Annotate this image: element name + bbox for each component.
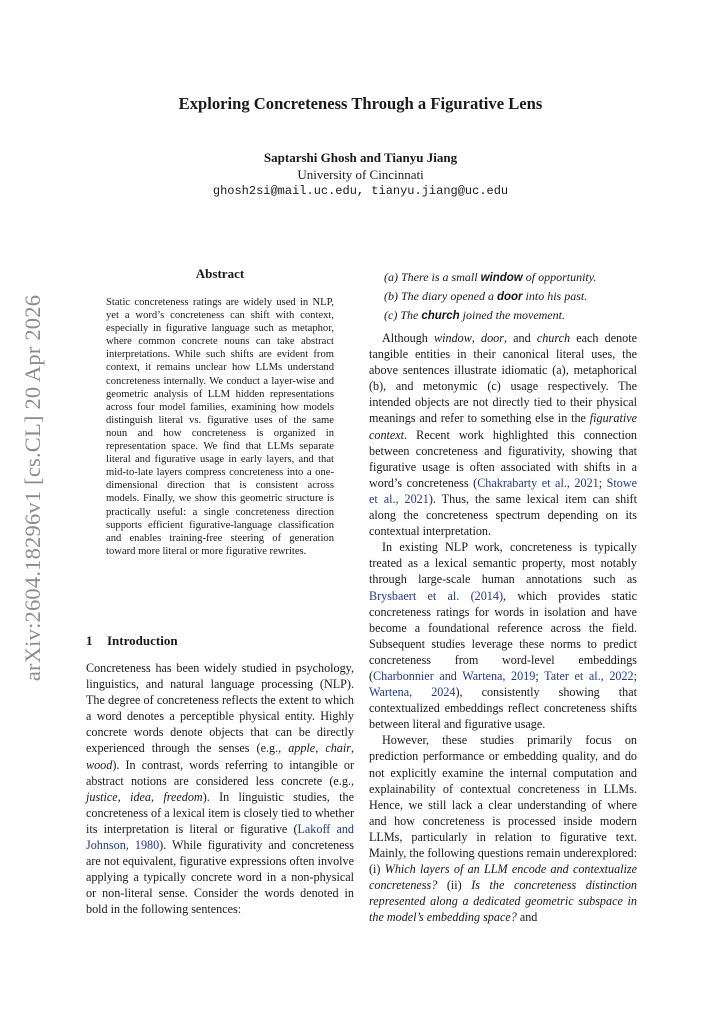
research-question: Is the concreteness distinction represented along a dedicated geometric subspace in the model’s embedding space? xyxy=(369,878,637,925)
arxiv-stamp xyxy=(15,294,51,682)
example-a xyxy=(384,268,636,287)
intro-paragraph-3 xyxy=(369,539,637,732)
citation-link[interactable]: Wartena, 2024 xyxy=(369,685,456,700)
text-run: ; xyxy=(598,475,607,490)
example-text: joined the movement. xyxy=(459,308,565,322)
example-c xyxy=(384,306,636,325)
example-text: into his past. xyxy=(522,289,588,303)
citation-link[interactable]: Stowe et al., 2021 xyxy=(369,475,637,506)
text-run: In existing NLP work, concreteness is typically treated as a lexical semantic property, most notably through large-scale human annotations such as xyxy=(369,540,637,587)
text-run: , xyxy=(150,789,164,804)
author-block xyxy=(86,149,635,200)
citation-link[interactable]: Charbonnier and Wartena, 2019 xyxy=(373,668,536,683)
text-run: , xyxy=(471,331,482,345)
author-emails: ghosh2si@mail.uc.edu, tianyu.jiang@uc.edu xyxy=(212,184,509,198)
text-run: ), consistently showing that contextualized embeddings reflect concreteness shifts between literal and figurative usage. xyxy=(369,685,637,732)
text-run: ; xyxy=(633,668,637,683)
example-word: chair xyxy=(325,741,351,756)
example-word: church xyxy=(536,331,571,345)
text-run: However, these studies primarily focus on prediction performance or embedding quality, and do not explicitly examine the internal computation and explainability of contextual concreteness in LLMs. Hence, we still lack a clear understanding of where and how concreteness is processed inside modern LLMs, particularly in relation to figurative text. Mainly, the following questions remain underexplored: (i) xyxy=(369,733,637,877)
example-word: window xyxy=(434,331,472,345)
text-run: . Recent work highlighted this connection between concreteness and figurativity, showing that figurative usage is often associated with shifts in a word’s concreteness ( xyxy=(369,427,637,490)
example-b xyxy=(384,287,636,306)
text-run: and xyxy=(516,910,538,925)
example-bold-word: window xyxy=(480,272,523,284)
example-word: justice xyxy=(86,789,118,804)
abstract-text: Static concreteness ratings are widely used in NLP, yet a word’s concreteness can shift with context, especially in figurative language such as metaphor, where common concrete nouns can take abstract interpretations. While such shifts are evident from context, it remains unclear how LLMs understand concreteness internally. We conduct a layer-wise and geometric analysis of LLM hidden representations across four model families, examining how models distinguish literal vs. figurative uses of the same noun and how concreteness is organized in representation space. We find that LLMs separate literal and figurative usage in early layers, and that mid-to-late layers compress concreteness into a one-dimensional direction that is consistent across models. Finally, we show this geometric structure is practically useful: a single concreteness direction supports efficient figurative-language classification and enables training-free steering of generation toward more literal or more figurative rewrites. xyxy=(106,297,334,557)
text-run: ). In linguistic studies, the concreteness of a lexical item is closely tied to whether its interpretation is literal or figurative ( xyxy=(86,789,355,836)
example-word: freedom xyxy=(163,789,203,804)
text-run: ). While figurativity and concreteness are not equivalent, figurative expressions often involve applying a typically concrete word in a non-physical or non-literal sense. Consider the words denoted in bold in the following sentences: xyxy=(86,838,354,917)
text-run: ). In contrast, words referring to intangible or abstract notions are considered less concrete (e.g., xyxy=(86,757,354,788)
example-sentences xyxy=(384,268,636,325)
arxiv-identifier: arXiv:2604.18296v1 [cs.CL] 20 Apr 2026 xyxy=(20,294,45,682)
text-run: ). Thus, the same lexical item can shift along the concreteness spectrum depending on its contextual interpretation. xyxy=(369,491,637,539)
paper-title: Exploring Concreteness Through a Figurative Lens xyxy=(178,94,543,113)
intro-paragraph-2 xyxy=(369,330,637,539)
intro-left-column xyxy=(86,660,354,918)
intro-paragraph-4 xyxy=(369,732,637,925)
text-run: Although xyxy=(382,331,435,345)
research-question: Which layers of an LLM encode and contextualize concreteness? xyxy=(369,862,637,893)
text-run: each denote tangible entities in their canonical literal uses, the above sentences illustrate idiomatic (a), metaphorical (b), and metonymic (c) usage respectively. The intended objects are not directly tied to their physical meanings and refer to something else in the xyxy=(369,331,638,426)
emphasis: figurative context xyxy=(369,411,637,442)
example-bold-word: church xyxy=(421,310,460,322)
example-word: apple xyxy=(288,741,316,756)
text-run: (ii) xyxy=(437,878,472,893)
text-run: , and xyxy=(503,331,537,345)
example-text: (b) The diary opened a xyxy=(384,289,497,303)
intro-right-column xyxy=(369,330,637,925)
abstract-heading: Abstract xyxy=(195,266,245,281)
section-number: 1 xyxy=(86,633,93,648)
example-word: idea xyxy=(130,789,151,804)
text-run: ; xyxy=(535,668,545,683)
example-word: wood xyxy=(86,757,113,772)
intro-paragraph-1 xyxy=(86,660,354,918)
example-word: door xyxy=(481,331,504,345)
citation-link[interactable]: Brysbaert et al. (2014) xyxy=(369,588,503,603)
citation-link[interactable]: Lakoff and Johnson, 1980 xyxy=(86,821,354,853)
text-run: , xyxy=(315,741,326,756)
section-heading xyxy=(86,633,178,649)
section-title: Introduction xyxy=(107,633,178,648)
example-text: (c) The xyxy=(384,308,422,322)
text-run: , xyxy=(350,741,354,756)
example-text: (a) There is a small xyxy=(384,270,481,284)
text-run: Concreteness has been widely studied in psychology, linguistics, and natural language processing (NLP). The degree of concreteness reflects the extent to which a word denotes a perceptible physical entity. Highly concrete words denote objects that can be directly experienced through the senses (e.g., xyxy=(86,661,354,756)
affiliation: University of Cincinnati xyxy=(297,167,424,182)
text-run: , which provides static concreteness ratings for words in isolation and have become a foundational reference across the field. Subsequent studies leverage these norms to predict concreteness from word-level embeddings ( xyxy=(369,588,637,683)
text-run: , xyxy=(117,789,131,804)
author-names: Saptarshi Ghosh and Tianyu Jiang xyxy=(263,150,458,165)
example-bold-word: door xyxy=(496,291,523,303)
citation-link[interactable]: Chakrabarty et al., 2021 xyxy=(477,475,599,490)
example-text: of opportunity. xyxy=(522,270,597,284)
citation-link[interactable]: Tater et al., 2022 xyxy=(544,668,634,683)
